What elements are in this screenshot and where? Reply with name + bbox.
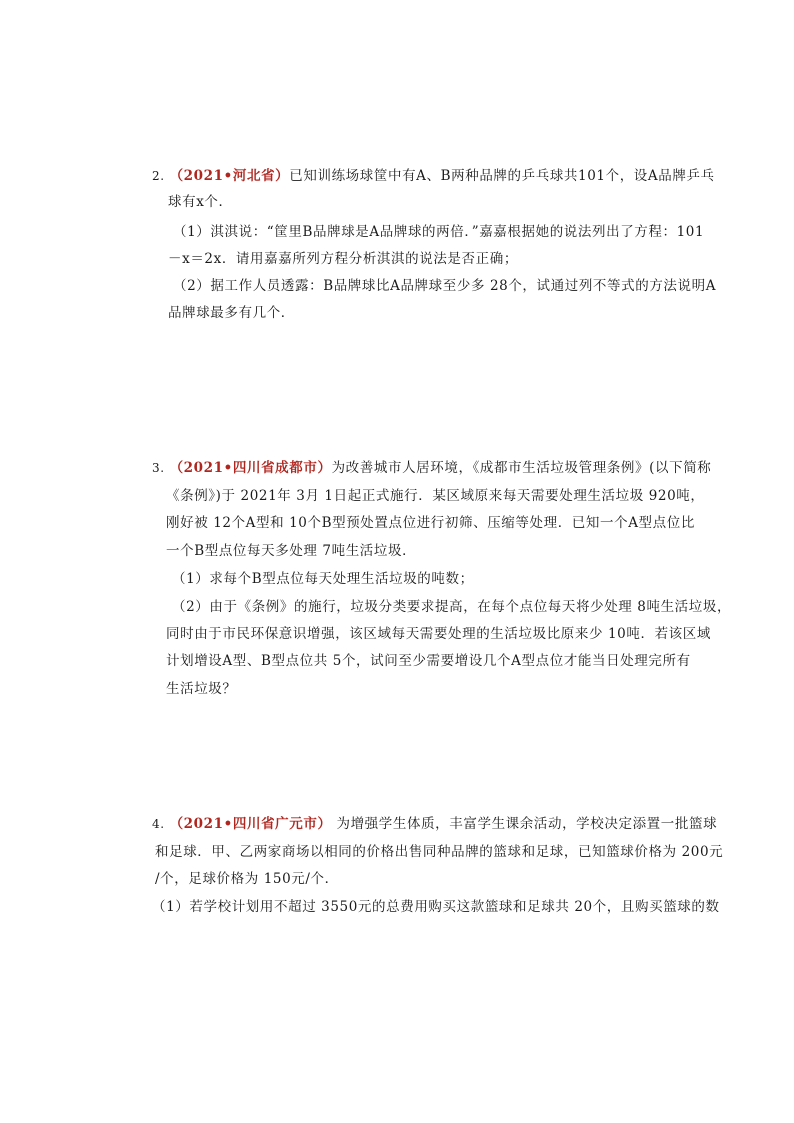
question-text: 生活垃圾？ [166, 681, 237, 697]
question-source: （2021•河北省） [169, 168, 290, 184]
question-number: 3. [152, 461, 165, 475]
question-text: （2）据工作人员透露：B品牌球比A品牌球至少多 28个，试通过列不等式的方法说明A [173, 278, 717, 294]
question-number: 4. [152, 817, 165, 831]
question-text: （2）由于《条例》的施行，垃圾分类要求提高，在每个点位每天将少处理 8吨生活垃圾， [172, 599, 732, 615]
question-text: 球有x个． [168, 194, 233, 210]
question-text: （1）求每个B型点位每天处理生活垃圾的吨数； [172, 571, 474, 587]
question-text: （1）淇淇说：“筐里B品牌球是A品牌球的两倍．”嘉嘉根据她的说法列出了方程：101 [173, 224, 705, 240]
question-text: 和足球．甲、乙两家商场以相同的价格出售同种品牌的篮球和足球，已知篮球价格为 200元 [155, 844, 724, 860]
question-text: 一个B型点位每天多处理 7吨生活垃圾． [166, 543, 417, 559]
question-text: 为增强学生体质，丰富学生课余活动，学校决定添置一批篮球 [331, 816, 718, 832]
question-source: （2021•四川省广元市） [169, 816, 332, 832]
question-text: （1）若学校计划用不超过 3550元的总费用购买这款篮球和足球共 20个，且购买篮球的数 [152, 899, 720, 915]
question-source: （2021•四川省成都市） [169, 460, 332, 476]
question-text: －x＝2x．请用嘉嘉所列方程分析淇淇的说法是否正确； [168, 251, 518, 267]
question-text: 为改善城市人居环境，《成都市生活垃圾管理条例》(以下简称 [331, 460, 712, 476]
question-text: /个，足球价格为 150元/个． [155, 871, 339, 887]
question-text: 刚好被 12个A型和 10个B型预处置点位进行初筛、压缩等处理．已知一个A型点位比 [166, 515, 695, 531]
question-text: 品牌球最多有几个． [168, 305, 295, 321]
question-text: 同时由于市民环保意识增强，该区域每天需要处理的生活垃圾比原来少 10吨．若该区域 [166, 626, 711, 642]
question-text: 《条例》)于 2021年 3月 1日起正式施行．某区域原来每天需要处理生活垃圾 920吨， [166, 488, 705, 504]
question-text: 计划增设A型、B型点位共 5个，试问至少需要增设几个A型点位才能当日处理完所有 [166, 653, 691, 669]
question-text: 已知训练场球筐中有A、B两种品牌的乒乓球共101个，设A品牌乒乓 [289, 168, 715, 184]
question-number: 2. [152, 169, 165, 183]
